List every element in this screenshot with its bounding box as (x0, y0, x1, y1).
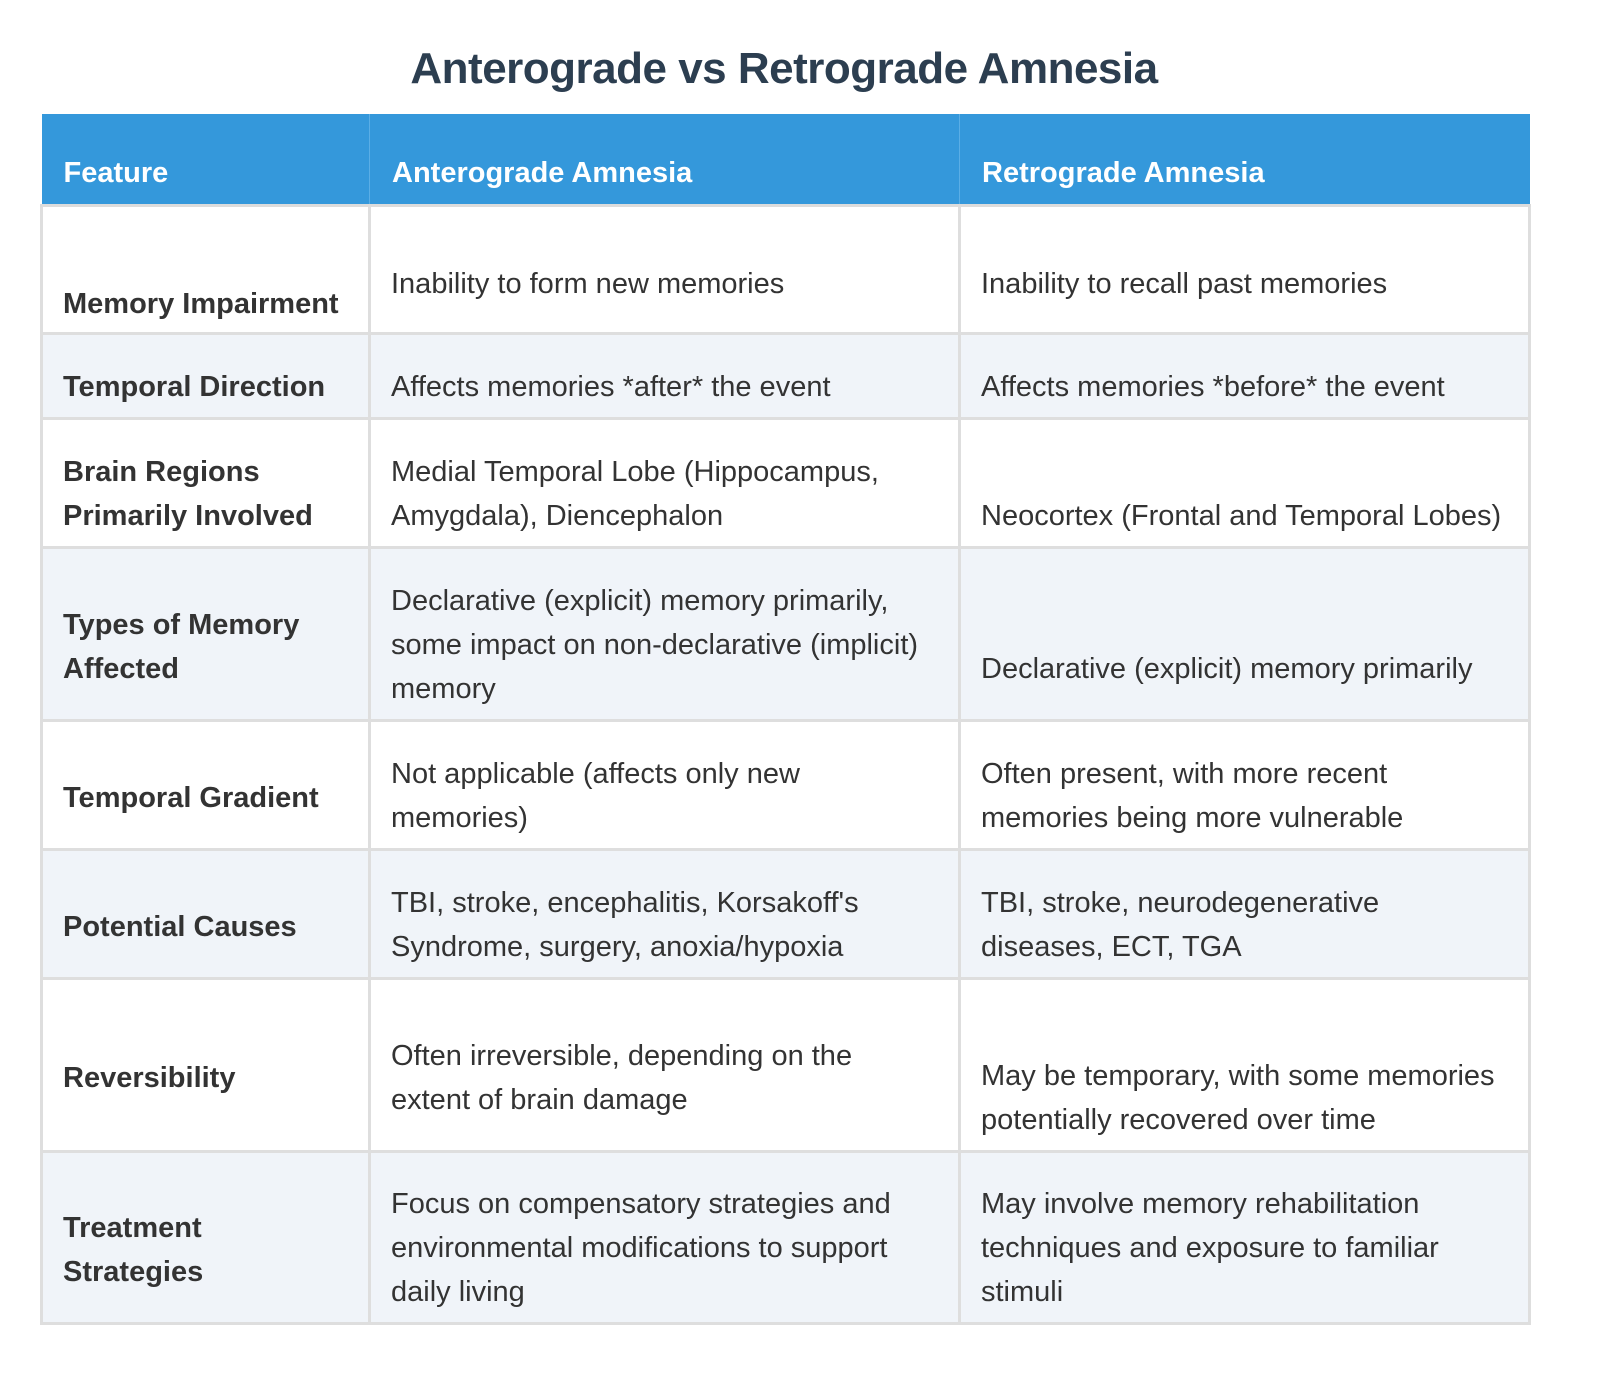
table-row (42, 979, 1530, 1152)
feature-cell: Temporal Gradient (42, 721, 370, 850)
retrograde-cell: May be temporary, with some memories potentially recovered over time (960, 979, 1530, 1152)
feature-cell: Temporal Direction (42, 334, 370, 419)
feature-cell: Potential Causes (42, 850, 370, 979)
retrograde-cell: TBI, stroke, neurodegenerative diseases, ECT, TGA (960, 850, 1530, 979)
page-title: Anterograde vs Retrograde Amnesia (410, 44, 1158, 93)
anterograde-cell: Focus on compensatory strategies and environmental modifications to support daily living (370, 1152, 960, 1324)
table-row (42, 206, 1530, 334)
table-row (42, 850, 1530, 979)
anterograde-cell: Declarative (explicit) memory primarily, some impact on non-declarative (implicit) memory (370, 548, 960, 721)
retrograde-cell: Often present, with more recent memories being more vulnerable (960, 721, 1530, 850)
header-anterograde: Anterograde Amnesia (370, 114, 960, 206)
header-feature: Feature (42, 114, 370, 206)
retrograde-cell: Affects memories *before* the event (960, 334, 1530, 419)
feature-cell: Memory Impairment (42, 206, 370, 334)
table-row (42, 419, 1530, 548)
table-row (42, 1152, 1530, 1324)
feature-cell: Types of Memory Affected (42, 548, 370, 721)
anterograde-cell: Medial Temporal Lobe (Hippocampus, Amygdala), Diencephalon (370, 419, 960, 548)
table-row (42, 334, 1530, 419)
table-row (42, 721, 1530, 850)
retrograde-cell: Declarative (explicit) memory primarily (960, 548, 1530, 721)
anterograde-cell: Often irreversible, depending on the extent of brain damage (370, 979, 960, 1152)
feature-cell: Brain Regions Primarily Involved (42, 419, 370, 548)
retrograde-cell: May involve memory rehabilitation techniques and exposure to familiar stimuli (960, 1152, 1530, 1324)
feature-cell: Treatment Strategies (42, 1152, 370, 1324)
anterograde-cell: TBI, stroke, encephalitis, Korsakoff's Syndrome, surgery, anoxia/hypoxia (370, 850, 960, 979)
comparison-table (40, 114, 1531, 1325)
anterograde-cell: Not applicable (affects only new memories) (370, 721, 960, 850)
table-header-row (42, 114, 1530, 206)
anterograde-cell: Inability to form new memories (370, 206, 960, 334)
retrograde-cell: Neocortex (Frontal and Temporal Lobes) (960, 419, 1530, 548)
table-row (42, 548, 1530, 721)
header-retrograde: Retrograde Amnesia (960, 114, 1530, 206)
anterograde-cell: Affects memories *after* the event (370, 334, 960, 419)
retrograde-cell: Inability to recall past memories (960, 206, 1530, 334)
feature-cell: Reversibility (42, 979, 370, 1152)
